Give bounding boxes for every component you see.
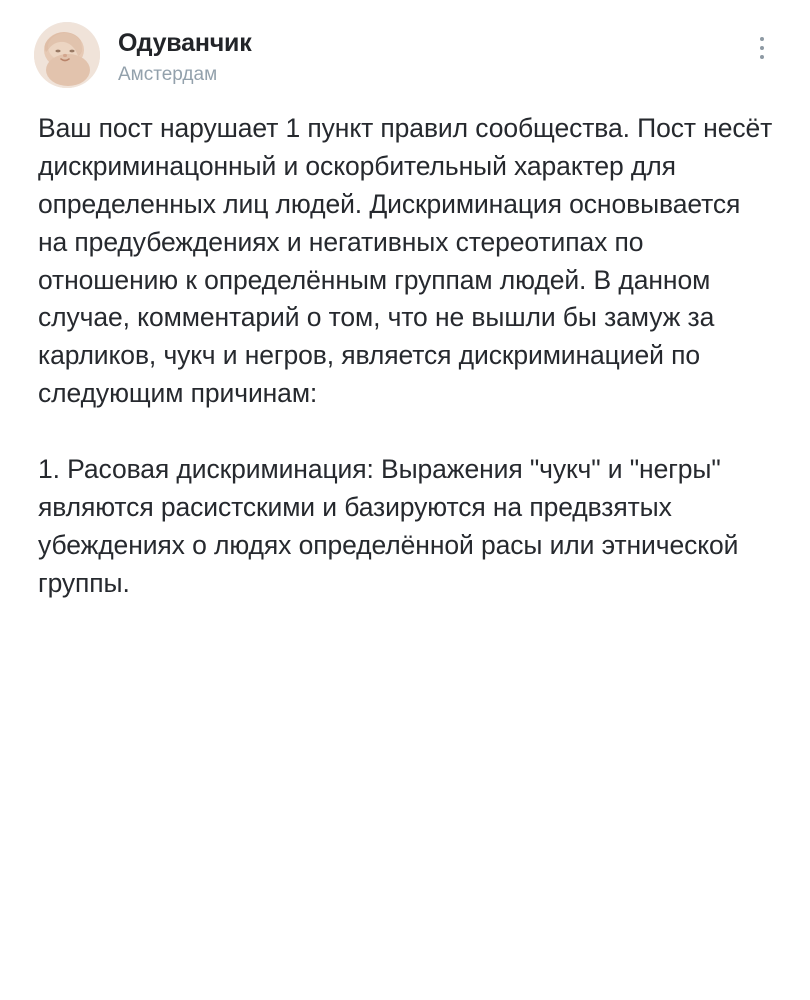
dot: [760, 46, 764, 50]
post-author-block: [118, 22, 252, 88]
avatar[interactable]: [34, 22, 100, 88]
author-name: Одуванчик: [118, 29, 252, 57]
more-options-vertical-icon[interactable]: [750, 32, 774, 64]
author-location: Амстердам: [118, 64, 218, 85]
post-paragraph: 1. Расовая дискриминация: Выражения "чукч" и "негры" являются расистскими и базируются на предвзятых убеждениях о людях определённой расы или этнической группы.: [38, 454, 746, 598]
post-body: [34, 110, 780, 603]
post-paragraph: Ваш пост нарушает 1 пункт правил сообщества. Пост несёт дискриминацонный и оскорбительный характер для определенных лиц людей. Дискриминация основывается на предубеждениях и негативных стереотипах по отношению к определённым группам людей. В данном случае, комментарий о том, что не вышли бы замуж за карликов, чукч и негров, является дискриминацией по следующим причинам:: [38, 113, 780, 409]
baby-photo-avatar: [34, 22, 100, 88]
dot: [760, 37, 764, 41]
dot: [760, 55, 764, 59]
post-header: [34, 22, 776, 88]
